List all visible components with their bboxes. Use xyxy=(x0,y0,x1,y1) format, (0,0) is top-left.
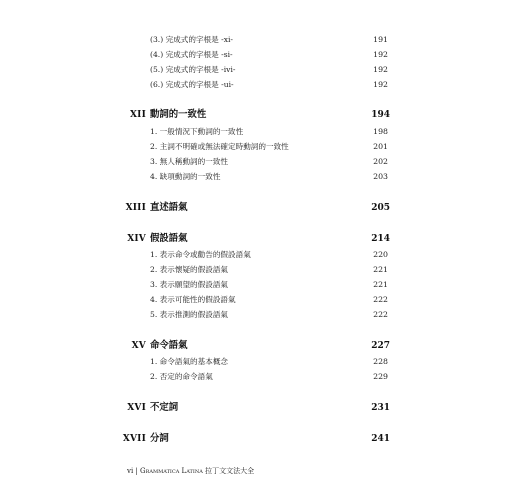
toc-entry-label: 4. 表示可能性的假設語氣 xyxy=(150,295,236,304)
toc-entry-label: 2. 否定的命令語氣 xyxy=(150,372,213,381)
footer-separator: | xyxy=(135,467,138,475)
toc-entry-page: 221 xyxy=(373,265,388,274)
chapter-heading xyxy=(0,200,520,216)
toc-entry-page: 191 xyxy=(373,35,388,44)
toc-entry-page: 229 xyxy=(373,372,388,381)
chapter-heading xyxy=(0,107,520,123)
chapter-page: 227 xyxy=(371,341,390,351)
toc-entry-label: 4. 缺項動詞的一致性 xyxy=(150,172,221,181)
chapter-number: XII xyxy=(129,110,146,120)
chapter-title: 假設語氣 xyxy=(150,233,188,244)
chapter-title: 直述語氣 xyxy=(150,202,188,213)
toc-entry-page: 222 xyxy=(373,295,388,304)
footer-page-number: vi xyxy=(127,467,134,475)
toc-entry xyxy=(0,277,520,293)
page-footer xyxy=(127,466,254,476)
footer-book-latin-title: Grammatica Latina xyxy=(140,467,203,475)
chapter-page: 194 xyxy=(371,110,390,120)
toc-entry-page: 202 xyxy=(373,157,388,166)
chapter-heading xyxy=(0,400,520,416)
toc-entry-label: 2. 表示懷疑的假設語氣 xyxy=(150,265,229,274)
chapter-heading xyxy=(0,431,520,447)
toc-entry xyxy=(0,169,520,185)
chapter-heading xyxy=(0,338,520,354)
toc-entry xyxy=(0,124,520,140)
chapter-page: 214 xyxy=(371,234,390,244)
toc-entry-label: (5.) 完成式的字根是 -ivi- xyxy=(150,65,236,74)
toc-entry-page: 222 xyxy=(373,310,388,319)
toc-entry xyxy=(0,32,520,48)
toc-entry xyxy=(0,139,520,155)
toc-entry xyxy=(0,292,520,308)
toc-entry-label: 2. 主詞不明確或無法確定時動詞的一致性 xyxy=(150,142,289,151)
chapter-title: 不定詞 xyxy=(150,402,179,413)
toc-entry-label: 3. 無人稱動詞的一致性 xyxy=(150,157,229,166)
toc-entry-page: 228 xyxy=(373,357,388,366)
chapter-number: XIV xyxy=(127,234,146,244)
toc-entry xyxy=(0,47,520,63)
chapter-title: 分詞 xyxy=(150,433,169,444)
chapter-number: XIII xyxy=(125,203,146,213)
chapter-heading xyxy=(0,231,520,247)
toc-entry-label: 1. 一般情況下動詞的一致性 xyxy=(150,127,244,136)
chapter-title: 命令語氣 xyxy=(150,340,188,351)
chapter-page: 241 xyxy=(371,434,390,444)
toc-entry xyxy=(0,154,520,170)
toc-entry xyxy=(0,307,520,323)
toc-entry-page: 221 xyxy=(373,280,388,289)
chapter-number: XVII xyxy=(122,434,146,444)
toc-entry-label: 1. 命令語氣的基本概念 xyxy=(150,357,229,366)
toc-entry-label: 5. 表示推測的假設語氣 xyxy=(150,310,229,319)
chapter-number: XV xyxy=(131,341,146,351)
toc-entry xyxy=(0,354,520,370)
toc-entry-label: 1. 表示命令或勸告的假設語氣 xyxy=(150,250,251,259)
toc-entry-label: 3. 表示願望的假設語氣 xyxy=(150,280,229,289)
chapter-title: 動詞的一致性 xyxy=(150,109,207,120)
toc-entry-label: (6.) 完成式的字根是 -ui- xyxy=(150,80,234,89)
toc-entry-page: 201 xyxy=(373,142,388,151)
toc-entry-page: 203 xyxy=(373,172,388,181)
toc-entry-label: (4.) 完成式的字根是 -si- xyxy=(150,50,233,59)
toc-entry xyxy=(0,77,520,93)
footer-book-chinese-title: 拉丁文文法大全 xyxy=(205,467,255,475)
toc-entry-page: 220 xyxy=(373,250,388,259)
toc-entry xyxy=(0,62,520,78)
chapter-page: 205 xyxy=(371,203,390,213)
toc-entry xyxy=(0,247,520,263)
chapter-number: XVI xyxy=(127,403,146,413)
toc-entry-page: 192 xyxy=(373,80,388,89)
toc-entry-page: 198 xyxy=(373,127,388,136)
toc-entry xyxy=(0,369,520,385)
chapter-page: 231 xyxy=(371,403,390,413)
toc-entry-page: 192 xyxy=(373,50,388,59)
toc-entry-label: (3.) 完成式的字根是 -xi- xyxy=(150,35,233,44)
toc-entry xyxy=(0,262,520,278)
toc-entry-page: 192 xyxy=(373,65,388,74)
